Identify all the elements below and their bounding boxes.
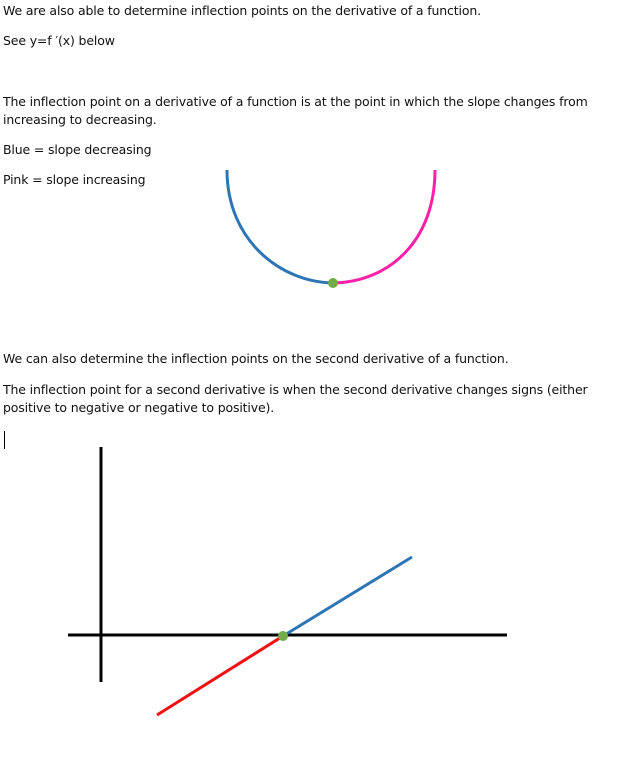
second-derivative-explanation: The inflection point for a second derivative is when the second derivative changes signs (either positive to negative or negative to positive). xyxy=(3,382,588,415)
pink-increasing-curve xyxy=(333,170,435,283)
red-negative-line xyxy=(157,636,283,715)
second-derivative-intro: We can also determine the inflection points on the second derivative of a function. xyxy=(3,351,509,366)
derivative-explanation: The inflection point on a derivative of a function is at the point in which the slope changes from increasing to decreasing. xyxy=(3,94,588,127)
legend-blue: Blue = slope decreasing xyxy=(3,142,152,157)
axis-inflection-point xyxy=(278,631,288,641)
curve-inflection-point xyxy=(328,278,338,288)
text-cursor xyxy=(4,431,5,449)
legend-pink: Pink = slope increasing xyxy=(3,172,146,187)
blue-positive-line xyxy=(283,557,412,636)
intro-line-1: We are also able to determine inflection points on the derivative of a function. xyxy=(3,3,481,18)
blue-decreasing-curve xyxy=(227,170,333,283)
intro-line-2: See y=f ′(x) below xyxy=(3,33,115,48)
